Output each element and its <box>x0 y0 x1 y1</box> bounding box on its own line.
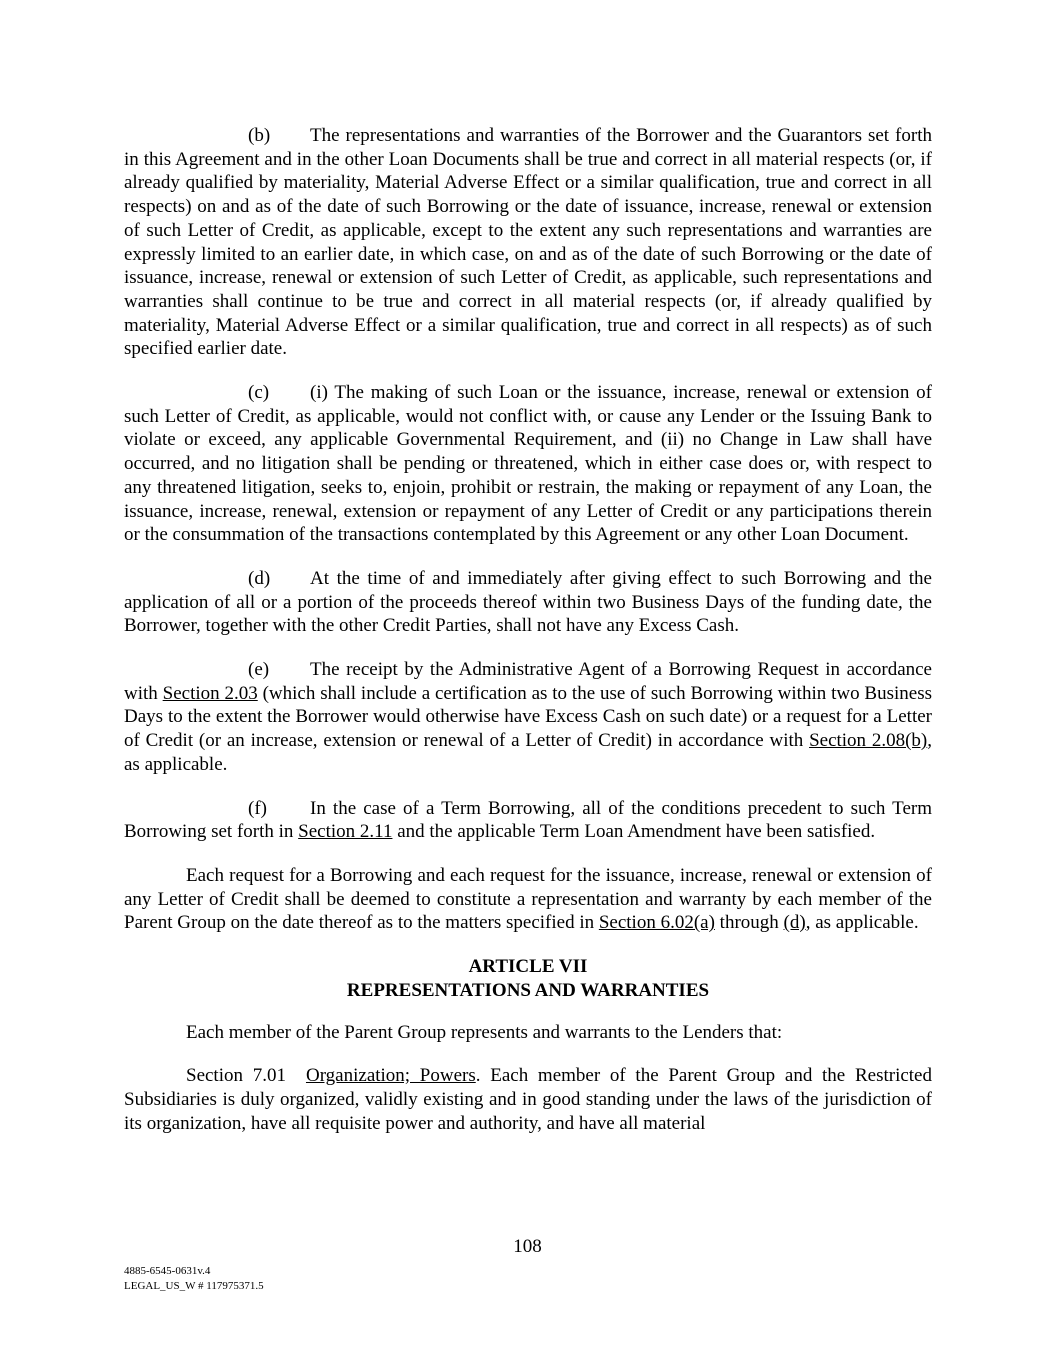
paragraph-label-c: (c) <box>248 382 270 404</box>
paragraph-f-text-2: and the applicable Term Loan Amendment have been satisfied. <box>392 821 876 843</box>
paragraph-d <box>124 567 932 638</box>
article-intro-text: Each member of the Parent Group represents and warrants to the Lenders that: <box>186 1021 783 1043</box>
section-7-01 <box>124 1064 932 1135</box>
article-heading <box>124 955 932 1002</box>
article-number: ARTICLE VII <box>468 956 588 978</box>
each-request-text-1: Each request for a Borrowing and each request for the issuance, increase, renewal or extension of any Letter of Credit shall be deemed to constitute a representation and warranty by each member of the Parent Group on the date thereof as to the matters specified in <box>124 864 932 934</box>
paragraph-c-text: (i) The making of such Loan or the issuance, increase, renewal or extension of such Letter of Credit, as applicable, would not conflict with, or cause any Lender or the Issuing Bank to violate or exceed, any applicable Governmental Requirement, and (ii) no Change in Law shall have occurred, and no litigation shall be pending or threatened, which in either case does or, with respect to any threatened litigation, seeks to, enjoin, prohibit or restrain, the making or repayment of any Loan, the issuance, increase, renewal, extension or repayment of any Letter of Credit or any participations therein or the consummation of the transactions contemplated by this Agreement or any other Loan Document. <box>124 382 932 546</box>
section-6-02a-link[interactable]: Section 6.02(a) <box>598 912 715 934</box>
section-6-02d-link[interactable]: (d) <box>783 912 806 934</box>
doc-id-2: LEGAL_US_W # 117975371.5 <box>124 1280 264 1292</box>
section-7-01-text: . Each member of the Parent Group and the Restricted Subsidiaries is duly organized, validly existing and in good standing under the laws of the jurisdiction of its organization, have all requisite power and authority, and have all material <box>124 1065 932 1134</box>
doc-id-1: 4885-6545-0631v.4 <box>124 1265 211 1277</box>
section-2-03-link[interactable]: Section 2.03 <box>162 682 258 704</box>
each-request-text-2: through <box>714 912 784 934</box>
paragraph-label-e: (e) <box>248 659 270 681</box>
paragraph-c <box>124 381 932 547</box>
paragraph-e-text-3: , as applicable. <box>124 730 932 775</box>
paragraph-label-d: (d) <box>248 567 271 589</box>
page-number: 108 <box>513 1236 542 1257</box>
section-7-01-heading: Organization; Powers <box>305 1065 476 1087</box>
each-request-text-3: , as applicable. <box>805 912 919 934</box>
document-ids <box>124 1264 264 1294</box>
paragraph-b-text: The representations and warranties of the Borrower and the Guarantors set forth in this Agreement and in the other Loan Documents shall be true and correct in all material respects (or, if already qualified by materiality, Material Adverse Effect or a similar qualification, true and correct in all respects) on and as of the date of such Borrowing or the date of issuance, increase, renewal or extension of such Letter of Credit, as applicable, except to the extent any such representations and warranties are expressly limited to an earlier date, in which case, on and as of the date of such Borrowing or the date of issuance, increase, renewal or extension of such Letter of Credit, as applicable, such representations and warranties shall continue to be true and correct in all material respects (or, if already qualified by materiality, Material Adverse Effect or a similar qualification, true and correct in all respects) as of such specified earlier date. <box>124 125 932 360</box>
section-2-08b-link[interactable]: Section 2.08(b) <box>809 730 928 752</box>
section-7-01-number: Section 7.01 <box>186 1065 286 1087</box>
paragraph-b <box>124 124 932 361</box>
paragraph-f-text-1: In the case of a Term Borrowing, all of the conditions precedent to such Term Borrowing set forth in <box>124 797 932 843</box>
paragraph-f <box>124 797 932 844</box>
paragraph-e-text-2: (which shall include a certification as to the use of such Borrowing within two Business Days to the extent the Borrower would otherwise have Excess Cash on such date) or a request for a Letter of Credit (or an increase, extension or renewal of a Letter of Credit) in accordance with <box>124 682 932 752</box>
paragraph-e-text-1: The receipt by the Administrative Agent of a Borrowing Request in accordance with <box>124 659 932 704</box>
paragraph-e <box>124 658 932 777</box>
document-page <box>124 124 932 1155</box>
article-title: REPRESENTATIONS AND WARRANTIES <box>346 979 710 1001</box>
paragraph-label-f: (f) <box>248 797 267 819</box>
section-2-11-link[interactable]: Section 2.11 <box>298 821 393 843</box>
paragraph-label-b: (b) <box>248 125 271 146</box>
paragraph-each-request <box>124 864 932 935</box>
paragraph-d-text: At the time of and immediately after giving effect to such Borrowing and the application of all or a portion of the proceeds thereof within two Business Days of the funding date, the Borrower, together with the other Credit Parties, shall not have any Excess Cash. <box>124 567 932 637</box>
article-intro <box>124 1021 932 1045</box>
